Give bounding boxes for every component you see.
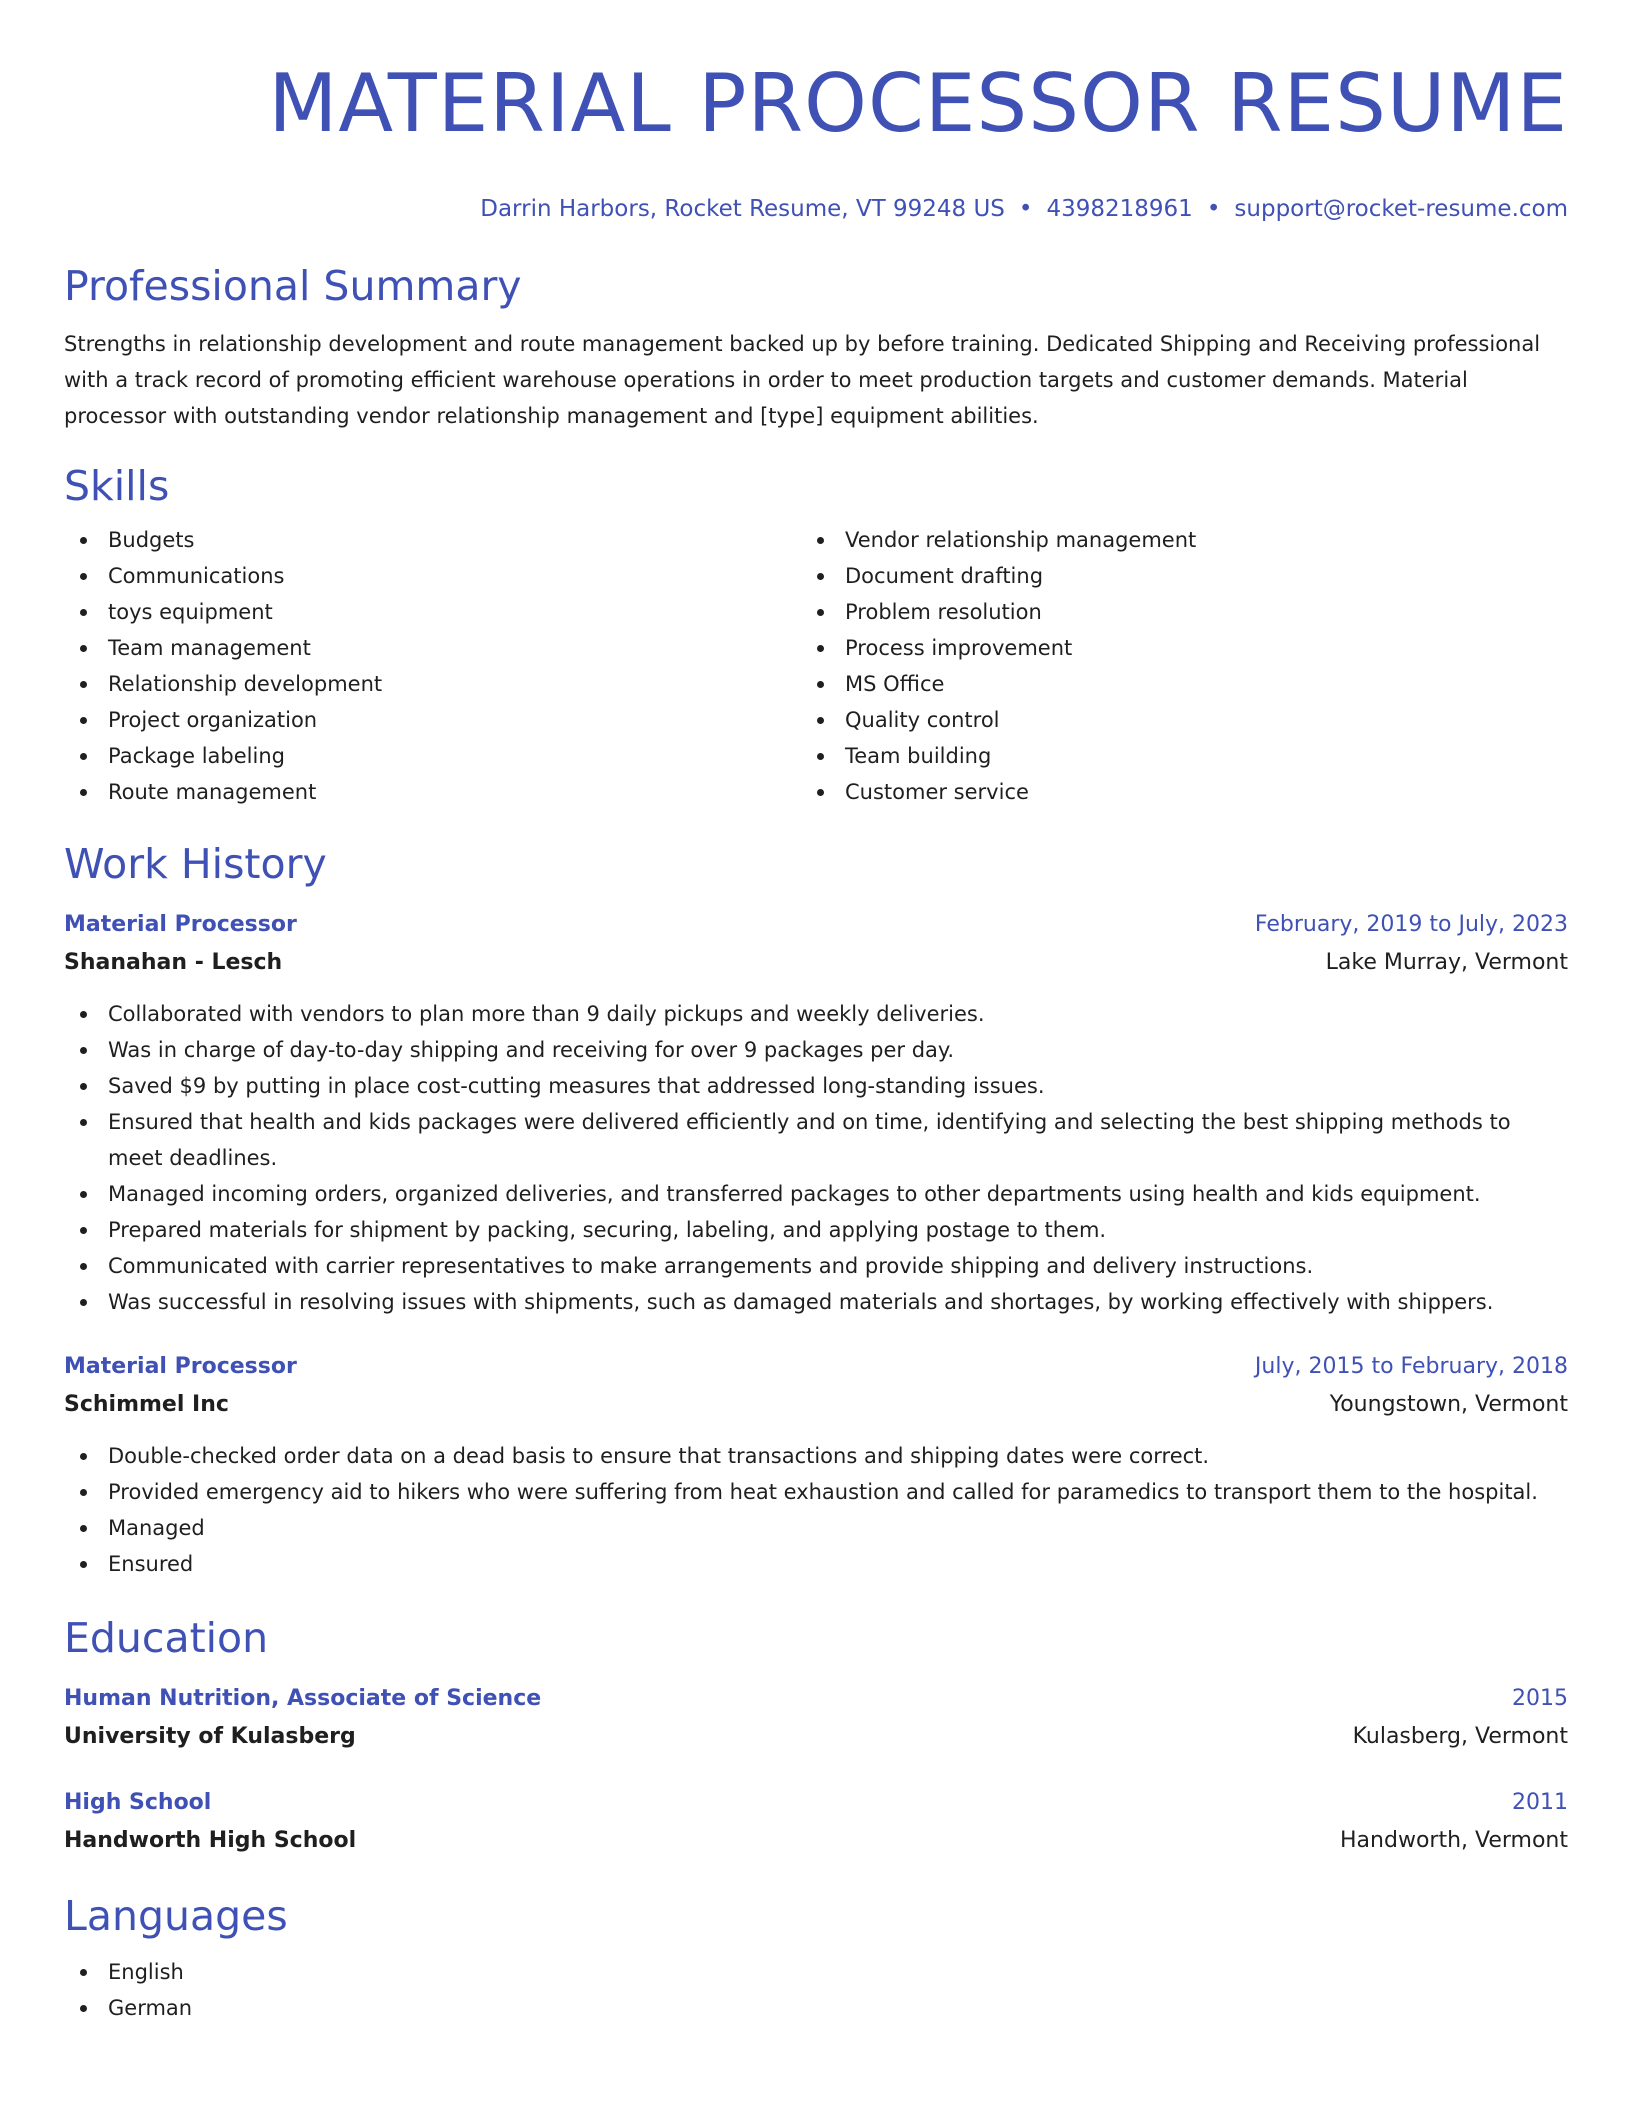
job-bullet: Ensured that health and kids packages were delivered efficiently and on time, identifying and selecting the best shipping methods to meet deadlines.: [64, 1104, 1568, 1176]
skill-item: Team building: [801, 738, 1538, 774]
skills-section: [64, 460, 1568, 810]
contact-email: support@rocket-resume.com: [1234, 196, 1568, 222]
skill-item: Communications: [64, 558, 801, 594]
job-bullet: Communicated with carrier representatives to make arrangements and provide shipping and delivery instructions.: [64, 1248, 1568, 1284]
job-title: Material Processor: [64, 912, 297, 937]
education-location: Kulasberg, Vermont: [1352, 1724, 1568, 1749]
skill-item: Quality control: [801, 702, 1538, 738]
education-entry: [64, 1784, 1568, 1860]
education-degree: High School: [64, 1790, 212, 1815]
skill-item: Team management: [64, 630, 801, 666]
skill-item: Process improvement: [801, 630, 1538, 666]
languages-heading: Languages: [64, 1892, 288, 1940]
summary-section: [64, 260, 1568, 434]
job-bullet: Was in charge of day-to-day shipping and receiving for over 9 packages per day.: [64, 1032, 1568, 1068]
skills-list-right: [801, 522, 1538, 810]
skill-item: Vendor relationship management: [801, 522, 1538, 558]
job-bullet: Managed incoming orders, organized deliveries, and transferred packages to other departments using health and kids equipment.: [64, 1176, 1568, 1212]
job-title-row: [64, 906, 1568, 944]
job-company-row: [64, 1386, 1568, 1424]
skill-item: Relationship development: [64, 666, 801, 702]
skills-heading: Skills: [64, 462, 170, 510]
job-company: Shanahan - Lesch: [64, 950, 283, 975]
contact-phone: 4398218961: [1046, 196, 1193, 222]
contact-separator: •: [1018, 196, 1033, 222]
education-school-row: [64, 1718, 1568, 1756]
job-bullet: Was successful in resolving issues with shipments, such as damaged materials and shortages, by working effectively with shippers.: [64, 1284, 1568, 1320]
job-bullet: Double-checked order data on a dead basis to ensure that transactions and shipping dates were correct.: [64, 1438, 1568, 1474]
skill-item: MS Office: [801, 666, 1538, 702]
skill-item: Document drafting: [801, 558, 1538, 594]
job-bullet: Managed: [64, 1510, 1568, 1546]
summary-heading: Professional Summary: [64, 262, 522, 310]
job-bullet: Saved $9 by putting in place cost-cutting measures that addressed long-standing issues.: [64, 1068, 1568, 1104]
contact-address: Darrin Harbors, Rocket Resume, VT 99248 US: [480, 196, 1005, 222]
job-location: Lake Murray, Vermont: [1325, 950, 1568, 975]
job-bullet: Prepared materials for shipment by packing, securing, labeling, and applying postage to them.: [64, 1212, 1568, 1248]
job-dates: July, 2015 to February, 2018: [1254, 1354, 1568, 1379]
education-heading: Education: [64, 1614, 269, 1662]
skill-item: Route management: [64, 774, 801, 810]
resume-header: [64, 56, 1568, 224]
education-school: Handworth High School: [64, 1828, 357, 1853]
summary-text: Strengths in relationship development and route management backed up by before training. Dedicated Shipping and Receiving professional with a track record of promoting efficient warehouse operations in order to meet production targets and customer demands. Material processor with outstanding vendor relationship management and [type] equipment abilities.: [64, 332, 1541, 428]
education-school: University of Kulasberg: [64, 1724, 356, 1749]
skill-item: toys equipment: [64, 594, 801, 630]
contact-line: [64, 194, 1568, 224]
languages-section: [64, 1890, 1568, 2026]
education-degree-row: [64, 1784, 1568, 1822]
education-degree-row: [64, 1680, 1568, 1718]
job-title: Material Processor: [64, 1354, 297, 1379]
education-location: Handworth, Vermont: [1340, 1828, 1568, 1853]
skill-item: Package labeling: [64, 738, 801, 774]
job-location: Youngstown, Vermont: [1329, 1392, 1568, 1417]
skill-item: Problem resolution: [801, 594, 1538, 630]
job-entry: [64, 1348, 1568, 1582]
job-bullet: Collaborated with vendors to plan more than 9 daily pickups and weekly deliveries.: [64, 996, 1568, 1032]
job-company-row: [64, 944, 1568, 982]
language-item: English: [64, 1954, 1568, 1990]
education-year: 2011: [1512, 1790, 1568, 1815]
job-entry: [64, 906, 1568, 1320]
resume-title: MATERIAL PROCESSOR RESUME: [268, 57, 1568, 150]
language-item: German: [64, 1990, 1568, 2026]
work-history-heading: Work History: [64, 840, 327, 888]
job-bullet: Ensured: [64, 1546, 1568, 1582]
job-bullets: [64, 1438, 1568, 1582]
education-degree: Human Nutrition, Associate of Science: [64, 1686, 542, 1711]
education-year: 2015: [1512, 1686, 1568, 1711]
skill-item: Project organization: [64, 702, 801, 738]
contact-separator: •: [1206, 196, 1221, 222]
languages-list: [64, 1954, 1568, 2026]
job-company: Schimmel Inc: [64, 1392, 229, 1417]
skill-item: Customer service: [801, 774, 1538, 810]
work-history-section: [64, 838, 1568, 1582]
job-dates: February, 2019 to July, 2023: [1254, 912, 1568, 937]
skills-list-left: [64, 522, 801, 810]
education-section: [64, 1612, 1568, 1860]
job-title-row: [64, 1348, 1568, 1386]
education-school-row: [64, 1822, 1568, 1860]
skills-columns: [64, 522, 1568, 810]
job-bullets: [64, 996, 1568, 1320]
education-entry: [64, 1680, 1568, 1756]
skill-item: Budgets: [64, 522, 801, 558]
job-bullet: Provided emergency aid to hikers who were suffering from heat exhaustion and called for paramedics to transport them to the hospital.: [64, 1474, 1568, 1510]
